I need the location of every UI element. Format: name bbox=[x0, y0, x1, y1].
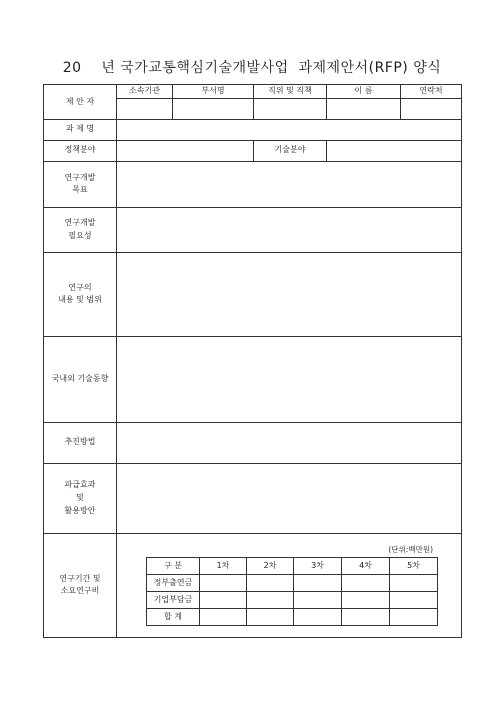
goal-field[interactable] bbox=[117, 161, 462, 207]
trend-label: 국내외 기술동향 bbox=[44, 336, 117, 422]
budget-cell[interactable] bbox=[247, 591, 294, 608]
budget-row-total: 합 계 bbox=[147, 608, 200, 625]
budget-cell[interactable] bbox=[342, 608, 390, 625]
period-budget-cell bbox=[117, 533, 462, 637]
name-field[interactable] bbox=[327, 98, 401, 119]
budget-table bbox=[146, 557, 438, 626]
col-contact: 연락처 bbox=[401, 85, 462, 99]
col-name: 이 름 bbox=[327, 85, 401, 99]
budget-cell[interactable] bbox=[200, 574, 247, 591]
policy-field-label: 정책분야 bbox=[44, 140, 117, 161]
budget-cell[interactable] bbox=[294, 574, 342, 591]
page-title: 20 년 국가교통핵심기술개발사업 과제제안서(RFP) 양식 bbox=[62, 60, 442, 76]
budget-header-year1: 1차 bbox=[200, 557, 247, 574]
org-field[interactable] bbox=[117, 98, 173, 119]
budget-cell[interactable] bbox=[294, 591, 342, 608]
dept-field[interactable] bbox=[173, 98, 254, 119]
budget-cell[interactable] bbox=[247, 574, 294, 591]
budget-cell[interactable] bbox=[342, 574, 390, 591]
col-dept: 부서명 bbox=[173, 85, 254, 99]
budget-cell[interactable] bbox=[390, 591, 438, 608]
trend-field[interactable] bbox=[117, 336, 462, 422]
tech-field-value[interactable] bbox=[327, 140, 462, 161]
project-name-field[interactable] bbox=[117, 119, 462, 140]
policy-field-value[interactable] bbox=[117, 140, 254, 161]
project-name-label: 과 제 명 bbox=[44, 119, 117, 140]
necessity-field[interactable] bbox=[117, 207, 462, 252]
tech-field-label: 기술분야 bbox=[254, 140, 327, 161]
budget-row-government: 정부출연금 bbox=[147, 574, 200, 591]
budget-header-year3: 3차 bbox=[294, 557, 342, 574]
budget-header-category: 구 분 bbox=[147, 557, 200, 574]
content-field[interactable] bbox=[117, 252, 462, 336]
goal-label: 연구개발 목표 bbox=[44, 161, 117, 207]
necessity-label: 연구개발 필요성 bbox=[44, 207, 117, 252]
effect-field[interactable] bbox=[117, 463, 462, 533]
rfp-form-table bbox=[43, 84, 462, 638]
budget-cell[interactable] bbox=[294, 608, 342, 625]
col-position: 직위 및 직책 bbox=[254, 85, 327, 99]
proposer-label: 제 안 자 bbox=[44, 85, 117, 120]
budget-cell[interactable] bbox=[200, 591, 247, 608]
content-label: 연구의 내용 및 범위 bbox=[44, 252, 117, 336]
budget-cell[interactable] bbox=[390, 574, 438, 591]
budget-cell[interactable] bbox=[200, 608, 247, 625]
budget-cell[interactable] bbox=[247, 608, 294, 625]
period-label: 연구기간 및 소요연구비 bbox=[44, 533, 117, 637]
method-label: 추진방법 bbox=[44, 422, 117, 463]
budget-unit: (단위:백만원) bbox=[388, 544, 433, 554]
budget-cell[interactable] bbox=[342, 591, 390, 608]
position-field[interactable] bbox=[254, 98, 327, 119]
budget-header-year4: 4차 bbox=[342, 557, 390, 574]
budget-header-year2: 2차 bbox=[247, 557, 294, 574]
budget-row-company: 기업부담금 bbox=[147, 591, 200, 608]
effect-label: 파급효과 및 활용방안 bbox=[44, 463, 117, 533]
method-field[interactable] bbox=[117, 422, 462, 463]
budget-cell[interactable] bbox=[390, 608, 438, 625]
contact-field[interactable] bbox=[401, 98, 462, 119]
col-org: 소속기관 bbox=[117, 85, 173, 99]
budget-header-year5: 5차 bbox=[390, 557, 438, 574]
